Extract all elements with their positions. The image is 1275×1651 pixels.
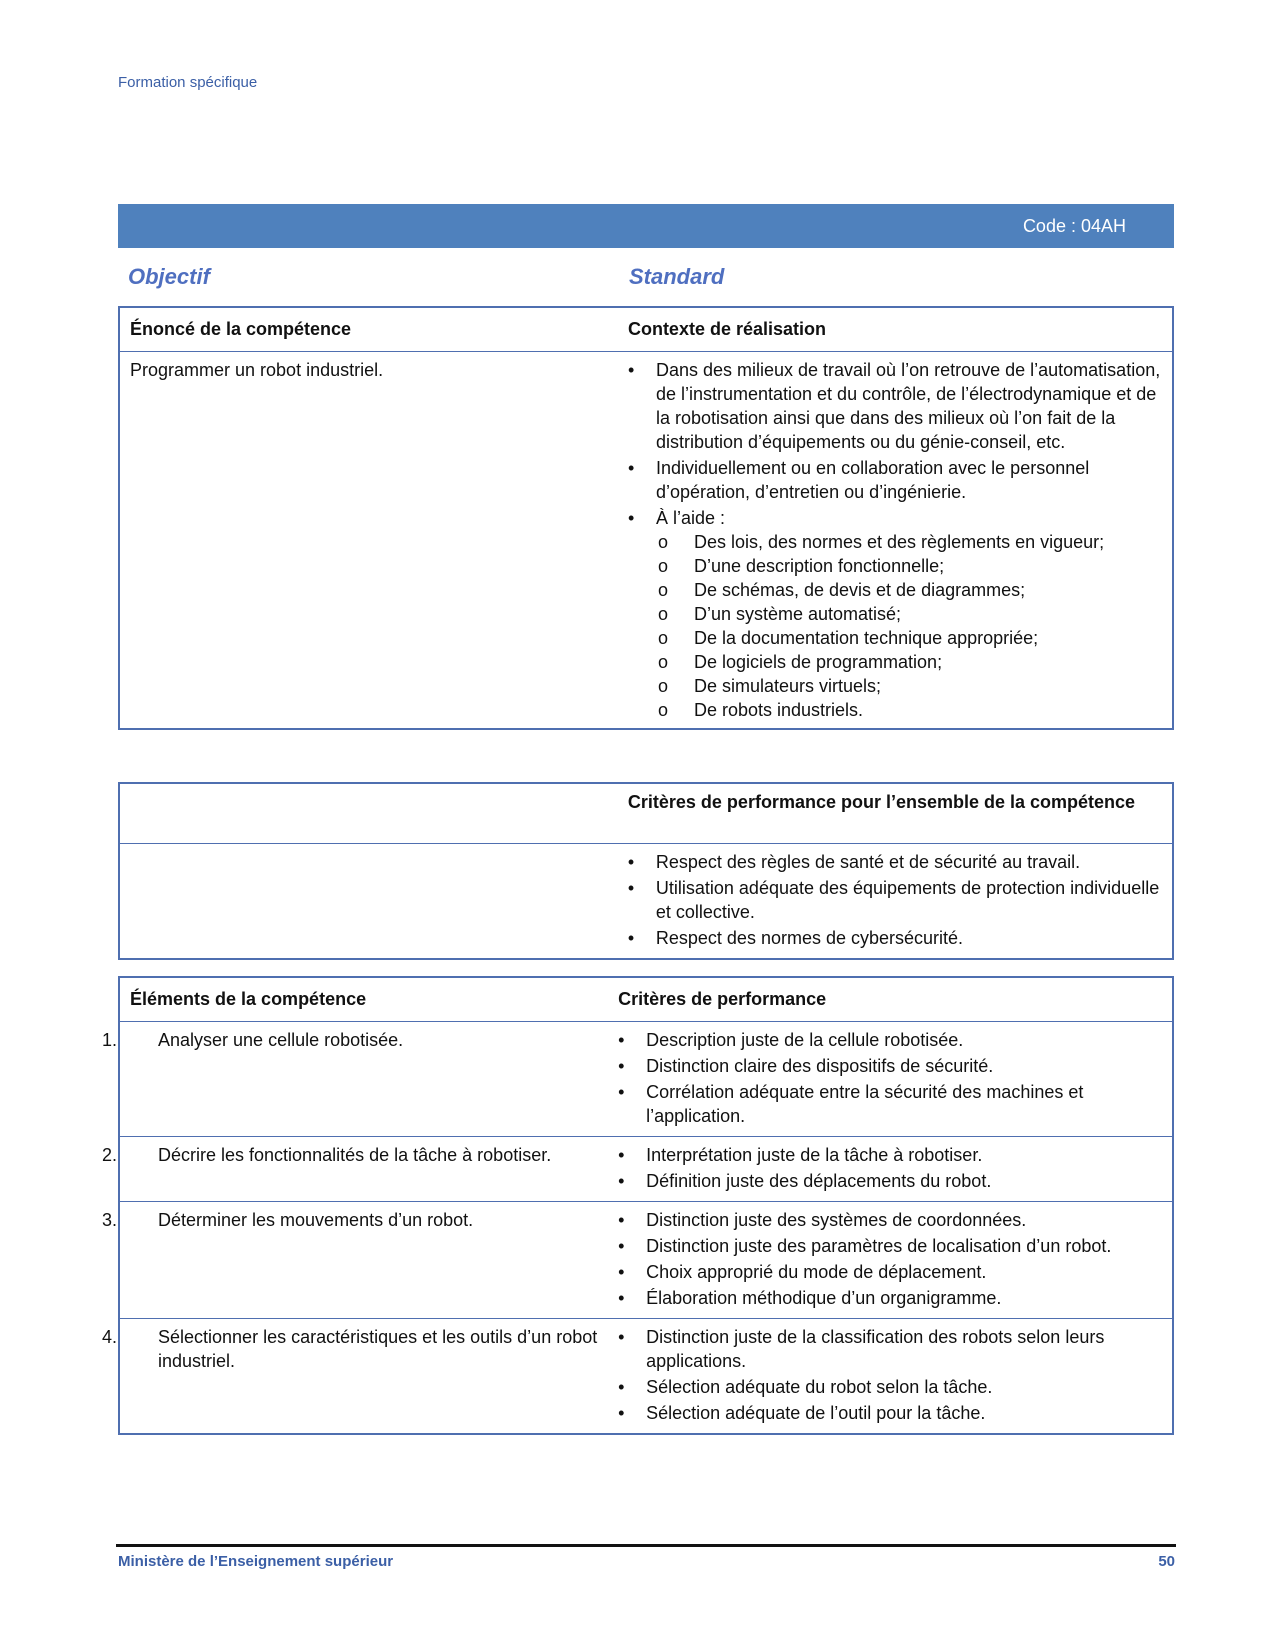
table-enonce-contexte bbox=[118, 306, 1174, 730]
critere-item: • Description juste de la cellule robotisée. bbox=[646, 1028, 1162, 1052]
element-number: 3. bbox=[102, 1209, 118, 1230]
element-number: 2. bbox=[102, 1144, 118, 1165]
critere-item: • Distinction juste des systèmes de coordonnées. bbox=[646, 1208, 1162, 1232]
critere-item: • Distinction juste des paramètres de localisation d’un robot. bbox=[646, 1234, 1162, 1258]
criteres-list bbox=[618, 1325, 1162, 1425]
aide-item: o De logiciels de programmation; bbox=[694, 650, 1162, 674]
running-header: Formation spécifique bbox=[118, 74, 258, 91]
table-row bbox=[119, 1021, 1173, 1136]
table-row bbox=[119, 1318, 1173, 1434]
contexte-item-label: À l’aide : bbox=[655, 507, 725, 528]
section-standard: Standard bbox=[629, 264, 725, 289]
critere-item: • Distinction juste de la classification des robots selon leurs applications. bbox=[646, 1325, 1162, 1373]
empty-cell bbox=[119, 843, 618, 959]
criteres-list bbox=[618, 1143, 1162, 1193]
contexte-item: • Individuellement ou en collaboration avec le personnel d’opération, d’entretien ou d’ingénierie. bbox=[656, 456, 1162, 504]
aide-item: o De la documentation technique appropriée; bbox=[694, 626, 1162, 650]
element-number: 4. bbox=[102, 1326, 118, 1347]
critere-item: • Corrélation adéquate entre la sécurité des machines et l’application. bbox=[646, 1080, 1162, 1128]
aide-item: o De robots industriels. bbox=[694, 698, 1162, 722]
critere-item: • Choix approprié du mode de déplacement. bbox=[646, 1260, 1162, 1284]
footer-rule bbox=[116, 1544, 1176, 1547]
critere-item: • Utilisation adéquate des équipements de protection individuelle et collective. bbox=[656, 876, 1162, 924]
aide-item: o Des lois, des normes et des règlements en vigueur; bbox=[694, 530, 1162, 554]
aide-item: o De schémas, de devis et de diagrammes; bbox=[694, 578, 1162, 602]
enonce-text: Programmer un robot industriel. bbox=[130, 359, 384, 380]
critere-item: • Respect des normes de cybersécurité. bbox=[656, 926, 1162, 950]
footer-ministry: Ministère de l’Enseignement supérieur bbox=[118, 1553, 394, 1570]
section-objectif: Objectif bbox=[128, 264, 210, 289]
aide-list bbox=[656, 530, 1162, 722]
critere-item: • Distinction claire des dispositifs de sécurité. bbox=[646, 1054, 1162, 1078]
critere-item: • Définition juste des déplacements du robot. bbox=[646, 1169, 1162, 1193]
header-elements: Éléments de la compétence bbox=[119, 977, 608, 1021]
code-bar bbox=[118, 204, 1174, 248]
empty-cell bbox=[119, 783, 618, 843]
element-text: Déterminer les mouvements d’un robot. bbox=[158, 1209, 474, 1230]
contexte-item bbox=[656, 506, 1162, 722]
critere-item: • Interprétation juste de la tâche à robotiser. bbox=[646, 1143, 1162, 1167]
aide-item: o D’une description fonctionnelle; bbox=[694, 554, 1162, 578]
critere-item: • Respect des règles de santé et de sécurité au travail. bbox=[656, 850, 1162, 874]
contexte-list bbox=[628, 358, 1162, 722]
page-number: 50 bbox=[1158, 1553, 1175, 1570]
criteres-list bbox=[618, 1208, 1162, 1310]
table-row bbox=[119, 1136, 1173, 1201]
critere-item: • Élaboration méthodique d’un organigramme. bbox=[646, 1286, 1162, 1310]
criteres-list bbox=[618, 1028, 1162, 1128]
critere-item: • Sélection adéquate du robot selon la tâche. bbox=[646, 1375, 1162, 1399]
table-row bbox=[119, 1201, 1173, 1318]
element-text: Décrire les fonctionnalités de la tâche à robotiser. bbox=[158, 1144, 552, 1165]
contexte-item: • Dans des milieux de travail où l’on retrouve de l’automatisation, de l’instrumentation et du contrôle, de l’électrodynamique et de la robotisation ainsi que dans des milieux où l’on fait de la distribution d’équipements ou du génie-conseil, etc. bbox=[656, 358, 1162, 454]
criteres-ensemble-list bbox=[628, 850, 1162, 950]
table-criteres-ensemble bbox=[118, 782, 1174, 960]
header-contexte: Contexte de réalisation bbox=[618, 307, 1173, 351]
critere-item: • Sélection adéquate de l’outil pour la tâche. bbox=[646, 1401, 1162, 1425]
table-elements-criteres bbox=[102, 976, 1174, 1435]
header-criteres-ensemble: Critères de performance pour l’ensemble de la compétence bbox=[618, 783, 1173, 843]
aide-item: o D’un système automatisé; bbox=[694, 602, 1162, 626]
header-criteres: Critères de performance bbox=[608, 977, 1173, 1021]
element-number: 1. bbox=[102, 1029, 118, 1050]
element-text: Sélectionner les caractéristiques et les outils d’un robot industriel. bbox=[158, 1326, 598, 1371]
aide-item: o De simulateurs virtuels; bbox=[694, 674, 1162, 698]
program-code: Code : 04AH bbox=[1022, 215, 1126, 236]
element-text: Analyser une cellule robotisée. bbox=[158, 1029, 404, 1050]
header-enonce: Énoncé de la compétence bbox=[119, 307, 618, 351]
